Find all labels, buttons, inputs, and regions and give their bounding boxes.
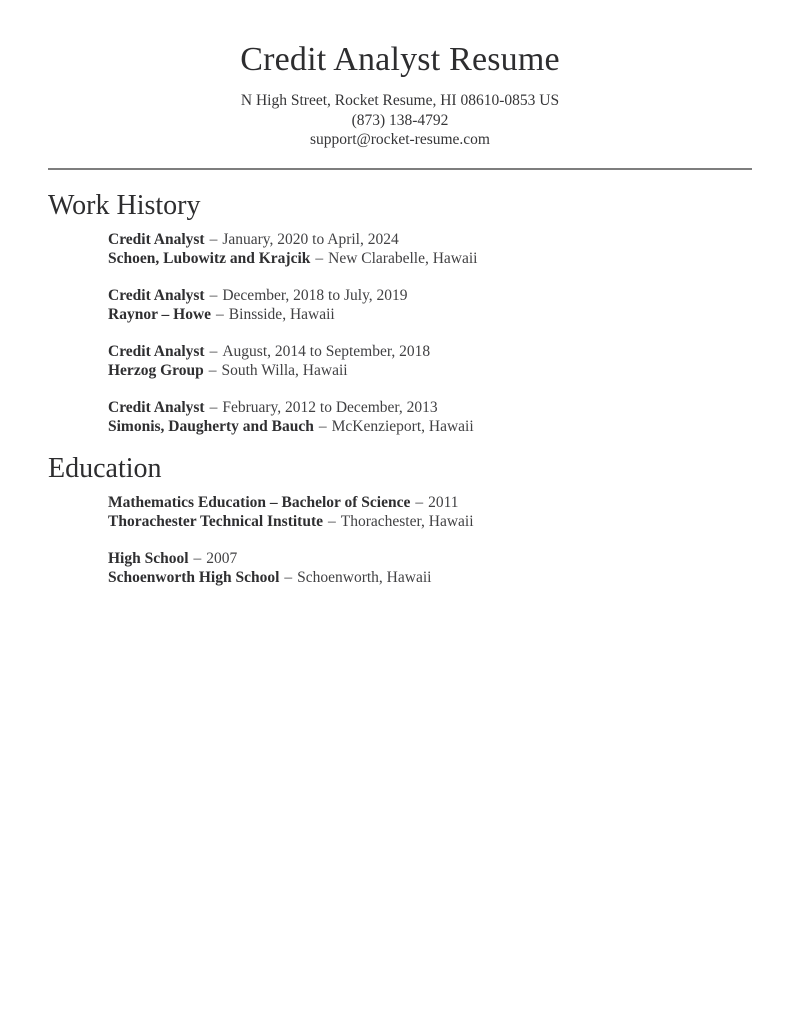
education-section bbox=[48, 454, 752, 587]
header-divider bbox=[48, 168, 752, 170]
separator-dash: – bbox=[208, 361, 217, 379]
work-entry-title-line bbox=[108, 286, 752, 305]
contact-email: support@rocket-resume.com bbox=[310, 131, 490, 149]
work-entry-title-line bbox=[108, 230, 752, 249]
education-entry bbox=[108, 549, 752, 587]
contact-phone: (873) 138-4792 bbox=[351, 111, 449, 129]
work-entry-company-line bbox=[108, 361, 752, 380]
education-year: 2011 bbox=[428, 494, 459, 512]
job-title: Credit Analyst bbox=[108, 286, 205, 304]
education-school: Thorachester Technical Institute bbox=[108, 513, 323, 531]
resume-header bbox=[48, 0, 752, 170]
job-company: Simonis, Daugherty and Bauch bbox=[108, 417, 314, 435]
work-history-heading: Work History bbox=[48, 189, 201, 221]
work-history-entries bbox=[48, 230, 752, 436]
education-program: Mathematics Education – Bachelor of Science bbox=[108, 494, 411, 512]
work-entry-title-line bbox=[108, 398, 752, 417]
work-entry bbox=[108, 398, 752, 436]
job-title: Credit Analyst bbox=[108, 342, 205, 360]
education-entry bbox=[108, 493, 752, 531]
job-location: McKenzieport, Hawaii bbox=[331, 417, 474, 435]
separator-dash: – bbox=[209, 342, 218, 360]
separator-dash: – bbox=[284, 569, 293, 587]
job-company: Raynor – Howe bbox=[108, 305, 212, 323]
job-dates: February, 2012 to December, 2013 bbox=[222, 398, 438, 416]
job-location: New Clarabelle, Hawaii bbox=[328, 249, 478, 267]
separator-dash: – bbox=[209, 286, 218, 304]
education-school: Schoenworth High School bbox=[108, 569, 280, 587]
job-dates: August, 2014 to September, 2018 bbox=[222, 342, 431, 360]
education-program: High School bbox=[108, 550, 189, 568]
contact-address: N High Street, Rocket Resume, HI 08610-0853 US bbox=[240, 92, 560, 110]
education-location: Thorachester, Hawaii bbox=[340, 513, 474, 531]
job-title: Credit Analyst bbox=[108, 230, 205, 248]
education-year: 2007 bbox=[206, 550, 238, 568]
separator-dash: – bbox=[315, 249, 324, 267]
education-program-line bbox=[108, 493, 752, 512]
job-dates: January, 2020 to April, 2024 bbox=[222, 230, 399, 248]
separator-dash: – bbox=[216, 305, 224, 323]
work-entry-title-line bbox=[108, 342, 752, 361]
separator-dash: – bbox=[415, 494, 424, 512]
work-entry bbox=[108, 230, 752, 268]
education-program-line bbox=[108, 549, 752, 568]
job-company: Herzog Group bbox=[108, 361, 204, 379]
separator-dash: – bbox=[209, 230, 218, 248]
job-title: Credit Analyst bbox=[108, 398, 205, 416]
job-location: Binsside, Hawaii bbox=[228, 305, 335, 323]
education-school-line bbox=[108, 568, 752, 587]
education-location: Schoenworth, Hawaii bbox=[297, 569, 432, 587]
separator-dash: – bbox=[193, 550, 202, 568]
contact-block bbox=[48, 91, 752, 150]
separator-dash: – bbox=[209, 398, 218, 416]
job-location: South Willa, Hawaii bbox=[221, 361, 348, 379]
separator-dash: – bbox=[318, 417, 327, 435]
education-school-line bbox=[108, 512, 752, 531]
work-history-section bbox=[48, 191, 752, 436]
work-entry bbox=[108, 286, 752, 324]
job-dates: December, 2018 to July, 2019 bbox=[222, 286, 408, 304]
work-entry bbox=[108, 342, 752, 380]
work-entry-company-line bbox=[108, 305, 752, 324]
work-entry-company-line bbox=[108, 417, 752, 436]
page-title: Credit Analyst Resume bbox=[240, 41, 560, 78]
separator-dash: – bbox=[328, 513, 336, 531]
work-entry-company-line bbox=[108, 249, 752, 268]
education-heading: Education bbox=[48, 452, 162, 484]
job-company: Schoen, Lubowitz and Krajcik bbox=[108, 249, 311, 267]
education-entries bbox=[48, 493, 752, 587]
